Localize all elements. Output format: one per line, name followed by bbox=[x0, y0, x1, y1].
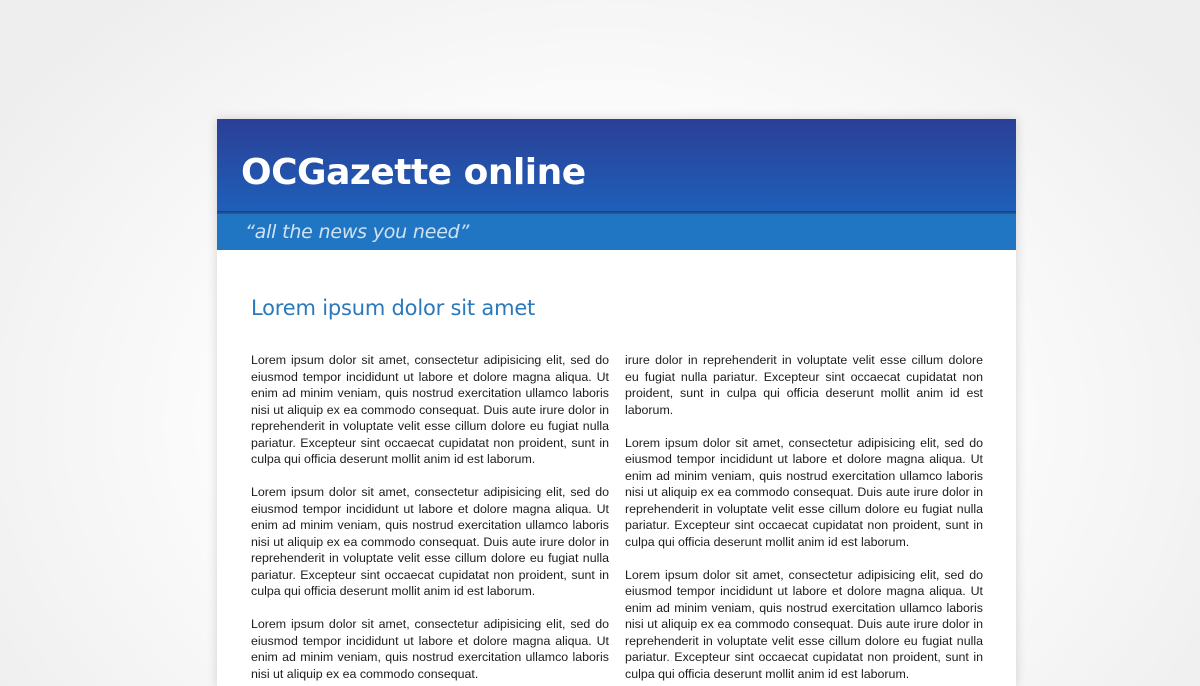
newsletter-page bbox=[217, 119, 1016, 686]
paragraph: Lorem ipsum dolor sit amet, consectetur adipisicing elit, sed do eiusmod tempor incididunt ut labore et dolore magna aliqua. Ut enim ad minim veniam, quis nostrud exercitation ullamco laboris nisi ut aliquip ex ea commodo consequat. Duis aute irure dolor in reprehenderit in voluptate velit esse cillum dolore eu fugiat nulla pariatur. Excepteur sint occaecat cupidatat non proident, sunt in culpa qui officia deserunt mollit anim id est laborum. bbox=[251, 353, 609, 466]
site-title: OCGazette online bbox=[241, 152, 586, 193]
paragraph: irure dolor in reprehenderit in voluptate velit esse cillum dolore eu fugiat nulla pariatur. Excepteur sint occaecat cupidatat non proident, sunt in culpa qui officia deserunt mollit anim id est laborum. bbox=[625, 353, 983, 417]
masthead bbox=[217, 119, 1016, 211]
article bbox=[251, 294, 983, 681]
paragraph: Lorem ipsum dolor sit amet, consectetur adipisicing elit, sed do eiusmod tempor incididunt ut labore et dolore magna aliqua. Ut enim ad minim veniam, quis nostrud exercitation ullamco laboris nisi ut aliquip ex ea commodo consequat. Duis aute irure dolor in reprehenderit in voluptate velit esse cillum dolore eu fugiat nulla pariatur. Excepteur sint occaecat cupidatat non proident, sunt in culpa qui officia deserunt mollit anim id est laborum. bbox=[625, 567, 983, 681]
right-column bbox=[625, 352, 983, 686]
left-column bbox=[251, 352, 609, 686]
article-title: Lorem ipsum dolor sit amet bbox=[251, 296, 536, 320]
paragraph: Lorem ipsum dolor sit amet, consectetur adipisicing elit, sed do eiusmod tempor incididunt ut labore et dolore magna aliqua. Ut enim ad minim veniam, quis nostrud exercitation ullamco laboris nisi ut aliquip ex ea commodo consequat. Duis aute irure dolor in reprehenderit in voluptate velit esse cillum dolore eu fugiat nulla pariatur. Excepteur sint occaecat cupidatat non proident, sunt in culpa qui officia deserunt mollit anim id est laborum. bbox=[625, 435, 983, 549]
tagline: “all the news you need” bbox=[245, 221, 470, 243]
paragraph: Lorem ipsum dolor sit amet, consectetur adipisicing elit, sed do eiusmod tempor incididunt ut labore et dolore magna aliqua. Ut enim ad minim veniam, quis nostrud exercitation ullamco laboris nisi ut aliquip ex ea commodo consequat. Duis aute irure dolor in reprehenderit in voluptate velit esse cillum dolore eu fugiat nulla pariatur. Excepteur sint occaecat cupidatat non proident, sunt in culpa qui officia deserunt mollit anim id est laborum. bbox=[251, 485, 609, 598]
tagline-bar bbox=[217, 214, 1016, 250]
paragraph: Lorem ipsum dolor sit amet, consectetur adipisicing elit, sed do eiusmod tempor incididunt ut labore et dolore magna aliqua. Ut enim ad minim veniam, quis nostrud exercitation ullamco laboris nisi ut aliquip ex ea commodo consequat. bbox=[251, 617, 609, 681]
